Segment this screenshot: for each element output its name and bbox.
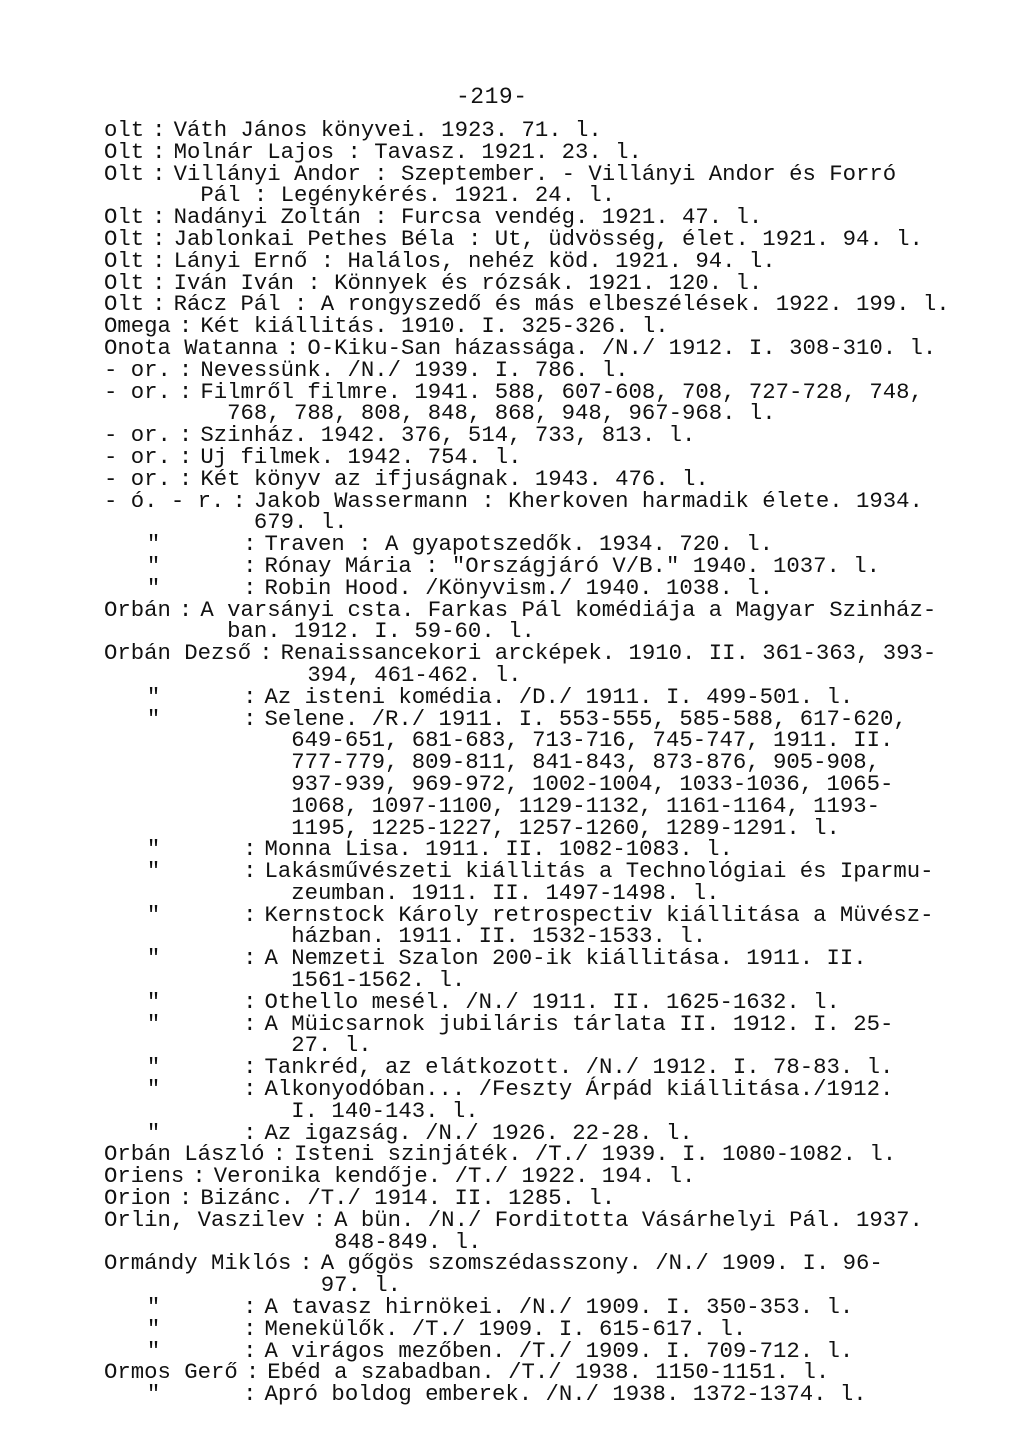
entry-line: Menekülők. /T./ 1909. I. 615-617. l.: [264, 1315, 747, 1342]
entry-line: Pál : Legénykérés. 1921. 24. l.: [173, 182, 616, 209]
entry-line: zeumban. 1911. II. 1497-1498. l.: [264, 879, 720, 906]
entry-line: 937-939, 969-972, 1002-1004, 1033-1036, 1065-: [264, 770, 894, 797]
entry-line: Rónay Mária : "Országjáró V/B." 1940. 1037. l.: [264, 552, 881, 579]
entry-text: [173, 160, 984, 209]
entry-line: Szinház. 1942. 376, 514, 733, 813. l.: [200, 422, 696, 449]
entry-separator: :: [178, 443, 193, 470]
entry-separator: :: [243, 1381, 257, 1408]
entry-line: 777-779, 809-811, 841-843, 873-876, 905-908,: [264, 749, 881, 776]
entry-separator: :: [299, 1250, 313, 1277]
bibliography-entry: [104, 487, 984, 536]
entry-author: - or.: [104, 422, 171, 449]
entry-author: ": [146, 574, 161, 601]
entry-separator: :: [243, 858, 257, 885]
entry-separator: :: [243, 552, 257, 579]
entry-separator: :: [243, 1119, 257, 1146]
entry-author: - ó. - r.: [104, 487, 225, 514]
bibliography-entry: [104, 858, 984, 906]
bibliography-entry: [104, 378, 984, 427]
entry-separator: :: [152, 269, 166, 296]
entry-author: ": [146, 901, 161, 928]
bibliography-entry: [104, 1206, 984, 1255]
entry-line: Rácz Pál : A rongyszedő és más elbeszélések. 1922. 199. l.: [173, 291, 950, 318]
entry-line: Jablonkai Pethes Béla : Ut, üdvösség, élet. 1921. 94. l.: [173, 225, 923, 252]
bibliography-entry: [104, 596, 984, 645]
entry-author: ": [146, 1381, 161, 1408]
entry-author: Olt: [104, 160, 145, 187]
entry-separator: :: [178, 378, 193, 405]
entry-line: A virágos mezőben. /T./ 1909. I. 709-712. l.: [264, 1337, 854, 1364]
entry-author: ": [146, 1337, 161, 1364]
entry-line: A varsányi csta. Farkas Pál komédiája a Magyar Szinház-: [200, 596, 937, 623]
entry-line: Iván Iván : Könnyek és rózsák. 1921. 120. l.: [173, 269, 763, 296]
entry-line: Nevessünk. /N./ 1939. I. 786. l.: [200, 356, 629, 383]
entry-author: ": [146, 531, 161, 558]
entry-separator: :: [312, 1206, 327, 1233]
entry-line: Othello mesél. /N./ 1911. II. 1625-1632. l.: [264, 988, 840, 1015]
entry-author: ": [146, 552, 161, 579]
entry-separator: :: [152, 138, 166, 165]
entry-line: Molnár Lajos : Tavasz. 1921. 23. l.: [173, 138, 642, 165]
entry-line: Váth János könyvei. 1923. 71. l.: [173, 117, 602, 143]
entry-author: Orion: [104, 1185, 171, 1212]
entry-line: Lakásművészeti kiállitás a Technológiai és Iparmu-: [264, 858, 934, 885]
entry-line: A tavasz hirnökei. /N./ 1909. I. 350-353. l.: [264, 1294, 854, 1321]
entry-author: ": [146, 988, 161, 1015]
entry-text: [264, 901, 984, 950]
entry-line: házban. 1911. II. 1532-1533. l.: [264, 923, 707, 950]
entry-author: Ormándy Miklós: [104, 1250, 292, 1277]
entry-author: Orbán: [104, 596, 171, 623]
entry-author: Olt: [104, 225, 145, 252]
entry-author: ": [146, 1294, 161, 1321]
entry-separator: :: [178, 356, 193, 383]
entry-line: Kernstock Károly retrospectiv kiállitása a Müvész-: [264, 901, 934, 928]
entry-author: ": [146, 1054, 161, 1081]
entry-line: A gőgös szomszédasszony. /N./ 1909. I. 96-: [320, 1250, 883, 1277]
entry-text: [253, 487, 984, 536]
entry-separator: :: [285, 334, 300, 361]
entry-line: 1561-1562. l.: [264, 967, 466, 994]
entry-author: Olt: [104, 204, 145, 231]
bibliography-list: [104, 117, 984, 1408]
entry-separator: :: [232, 487, 246, 514]
entry-author: Olt: [104, 138, 145, 165]
entry-line: Traven : A gyapotszedők. 1934. 720. l.: [264, 531, 773, 558]
entry-line: Lányi Ernő : Halálos, nehéz köd. 1921. 94. l.: [173, 247, 776, 274]
entry-author: ": [146, 945, 161, 972]
entry-separator: :: [152, 225, 166, 252]
entry-separator: :: [243, 988, 257, 1015]
entry-line: 679. l.: [253, 509, 348, 536]
entry-line: O-Kiku-San házassága. /N./ 1912. I. 308-310. l.: [307, 334, 937, 361]
entry-line: Két kiállitás. 1910. I. 325-326. l.: [200, 313, 669, 340]
entry-author: - or.: [104, 465, 171, 492]
entry-separator: :: [178, 465, 193, 492]
entry-separator: :: [243, 531, 257, 558]
entry-author: ": [146, 1315, 161, 1342]
entry-author: Oriens: [104, 1163, 185, 1190]
entry-line: Jakob Wassermann : Kherkoven harmadik élete. 1934.: [253, 487, 923, 514]
entry-separator: :: [243, 901, 257, 928]
entry-separator: :: [152, 204, 166, 231]
entry-author: - or.: [104, 443, 171, 470]
entry-line: A Nemzeti Szalon 200-ik kiállitása. 1911. II.: [264, 945, 867, 972]
entry-author: ": [146, 858, 161, 885]
entry-author: ": [146, 1010, 161, 1037]
entry-author: Orbán Dezső: [104, 640, 252, 667]
entry-line: Alkonyodóban... /Feszty Árpád kiállitása./1912.: [264, 1076, 894, 1103]
entry-line: 1195, 1225-1227, 1257-1260, 1289-1291. l.: [264, 814, 840, 841]
entry-separator: :: [178, 596, 193, 623]
entry-line: Tankréd, az elátkozott. /N./ 1912. I. 78-83. l.: [264, 1054, 894, 1081]
entry-line: Filmről filmre. 1941. 588, 607-608, 708, 727-728, 748,: [200, 378, 923, 405]
entry-line: 649-651, 681-683, 713-716, 745-747, 1911. II.: [264, 727, 894, 754]
entry-separator: :: [152, 247, 166, 274]
bibliography-entry: [104, 901, 984, 950]
entry-separator: :: [243, 945, 257, 972]
entry-separator: :: [243, 705, 257, 732]
entry-author: ": [146, 683, 161, 710]
entry-line: Robin Hood. /Könyvism./ 1940. 1038. l.: [264, 574, 773, 601]
entry-line: Az isteni komédia. /D./ 1911. I. 499-501. l.: [264, 683, 854, 710]
entry-separator: :: [152, 291, 166, 318]
entry-author: olt: [104, 117, 145, 143]
entry-text: [264, 705, 984, 841]
entry-author: Onota Watanna: [104, 334, 278, 361]
entry-author: Olt: [104, 247, 145, 274]
entry-line: 394, 461-462. l.: [280, 661, 522, 688]
bibliography-entry: [104, 1076, 984, 1124]
entry-text: [264, 1076, 984, 1124]
entry-line: Bizánc. /T./ 1914. II. 1285. l.: [200, 1185, 616, 1212]
entry-text: [200, 378, 984, 427]
entry-line: I. 140-143. l.: [264, 1097, 479, 1124]
entry-text: [200, 596, 984, 645]
bibliography-entry: [104, 640, 984, 688]
entry-line: Ebéd a szabadban. /T./ 1938. 1150-1151. l.: [267, 1359, 830, 1386]
entry-line: A Müicsarnok jubiláris tárlata II. 1912. I. 25-: [264, 1010, 894, 1037]
bibliography-entry: [104, 1250, 984, 1299]
entry-line: Két könyv az ifjuságnak. 1943. 476. l.: [200, 465, 709, 492]
bibliography-entry: [104, 160, 984, 209]
entry-line: 848-849. l.: [334, 1228, 482, 1255]
entry-text: [264, 1381, 984, 1408]
entry-line: 1068, 1097-1100, 1129-1132, 1161-1164, 1193-: [264, 792, 881, 819]
entry-separator: :: [259, 640, 273, 667]
entry-line: Isteni szinjáték. /T./ 1939. I. 1080-1082. l.: [294, 1141, 897, 1168]
bibliography-entry: [104, 705, 984, 841]
entry-author: Orlin, Vaszilev: [104, 1206, 305, 1233]
entry-line: ban. 1912. I. 59-60. l.: [200, 618, 535, 645]
entry-separator: :: [192, 1163, 206, 1190]
entry-author: - or.: [104, 356, 171, 383]
entry-author: Olt: [104, 291, 145, 318]
entry-text: [264, 945, 984, 994]
entry-separator: :: [178, 1185, 193, 1212]
entry-author: ": [146, 705, 161, 732]
page-number: -219-: [456, 84, 528, 110]
entry-separator: :: [243, 1054, 257, 1081]
entry-separator: :: [152, 160, 166, 187]
bibliography-entry: [104, 1381, 984, 1408]
entry-text: [264, 1010, 984, 1059]
entry-line: 768, 788, 808, 848, 868, 948, 967-968. l.: [200, 400, 776, 427]
entry-line: Veronika kendője. /T./ 1922. 194. l.: [213, 1163, 696, 1190]
entry-separator: :: [243, 836, 257, 863]
bibliography-entry: [104, 1010, 984, 1059]
entry-author: ": [146, 1076, 161, 1103]
entry-separator: :: [243, 1010, 257, 1037]
entry-separator: :: [243, 1076, 257, 1103]
entry-line: Uj filmek. 1942. 754. l.: [200, 443, 522, 470]
entry-author: - or.: [104, 378, 171, 405]
entry-text: [334, 1206, 984, 1255]
entry-text: [264, 858, 984, 906]
entry-separator: :: [243, 574, 257, 601]
entry-author: Ormos Gerő: [104, 1359, 238, 1386]
entry-separator: :: [243, 1337, 257, 1364]
entry-separator: :: [152, 117, 166, 143]
entry-separator: :: [243, 1294, 257, 1321]
entry-line: Az igazság. /N./ 1926. 22-28. l.: [264, 1119, 693, 1146]
entry-separator: :: [245, 1359, 260, 1386]
entry-line: Nadányi Zoltán : Furcsa vendég. 1921. 47. l.: [173, 204, 763, 231]
entry-author: Orbán László: [104, 1141, 265, 1168]
entry-separator: :: [178, 422, 193, 449]
entry-author: Olt: [104, 269, 145, 296]
entry-line: Monna Lisa. 1911. II. 1082-1083. l.: [264, 836, 733, 863]
entry-separator: :: [243, 683, 257, 710]
entry-line: Selene. /R./ 1911. I. 553-555, 585-588, 617-620,: [264, 705, 907, 732]
entry-separator: :: [243, 1315, 257, 1342]
entry-author: ": [146, 1119, 161, 1146]
entry-separator: :: [272, 1141, 286, 1168]
entry-line: Apró boldog emberek. /N./ 1938. 1372-1374. l.: [264, 1381, 867, 1408]
bibliography-entry: [104, 945, 984, 994]
entry-text: [320, 1250, 984, 1299]
entry-author: Omega: [104, 313, 171, 340]
entry-line: 97. l.: [320, 1272, 402, 1299]
entry-line: 27. l.: [264, 1032, 372, 1059]
entry-text: [280, 640, 984, 688]
entry-separator: :: [178, 313, 193, 340]
entry-line: Renaissancekori arcképek. 1910. II. 361-363, 393-: [280, 640, 937, 667]
entry-line: Villányi Andor : Szeptember. - Villányi Andor és Forró: [173, 160, 897, 187]
entry-author: ": [146, 836, 161, 863]
entry-line: A bün. /N./ Forditotta Vásárhelyi Pál. 1937.: [334, 1206, 923, 1233]
